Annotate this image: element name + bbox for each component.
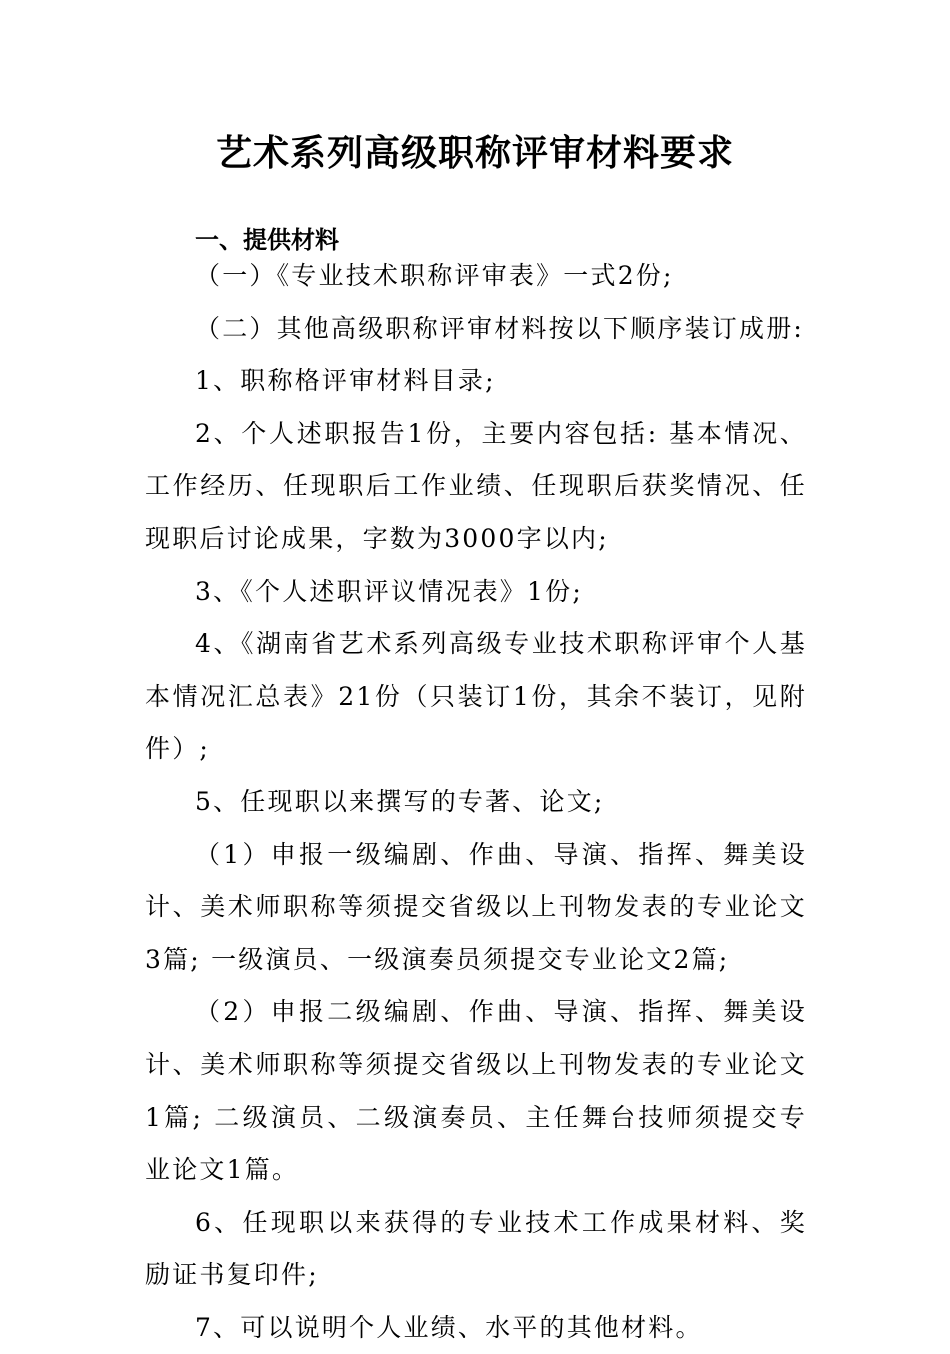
paragraph-binding-order: （二）其他高级职称评审材料按以下顺序装订成册: [195,313,805,343]
list-item-papers: 5、任现职以来撰写的专著、论文; [195,786,605,816]
paragraph-form-copies: （一）《专业技术职称评审表》一式2份; [195,261,674,290]
list-item-work-report: 2、个人述职报告1份，主要内容包括: 基本情况、工作经历、任现职后工作业绩、任现职后获奖情况、任现职后讨论成果，字数为3000字以内; [145,418,807,553]
sub-item-level-one: （1）申报一级编剧、作曲、导演、指挥、舞美设计、美术师职称等须提交省级以上刊物发表的专业论文3篇; 一级演员、一级演奏员须提交专业论文2篇; [145,839,807,974]
list-item-summary-form: 4、《湖南省艺术系列高级专业技术职称评审个人基本情况汇总表》21份（只装订1份，其余不装订，见附件）; [145,629,807,764]
list-item-achievements: 6、任现职以来获得的专业技术工作成果材料、奖励证书复印件; [145,1207,807,1290]
list-item-evaluation-form: 3、《个人述职评议情况表》1份; [195,576,583,606]
document-body [145,250,807,1354]
sub-item-level-two: （2）申报二级编剧、作曲、导演、指挥、舞美设计、美术师职称等须提交省级以上刊物发表的专业论文1篇; 二级演员、二级演奏员、主任舞台技师须提交专业论文1篇。 [145,997,807,1185]
list-item-catalog: 1、职称格评审材料目录; [195,366,496,396]
list-item-other-materials: 7、可以说明个人业绩、水平的其他材料。 [195,1312,703,1342]
section-heading: 一、提供材料 [195,226,339,254]
document-title: 艺术系列高级职称评审材料要求 [215,133,734,174]
